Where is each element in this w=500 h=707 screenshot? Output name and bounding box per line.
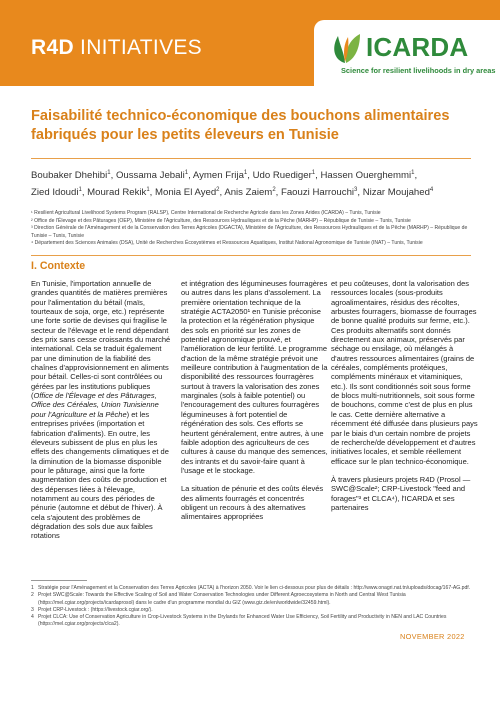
- affiliation-item: ³ Direction Générale de l'Aménagement et de la Conservation des Terres Agricoles (DGACTA), Ministère de l'Agriculture, des Ressources Hydrauliques et de la Pêche (MARHP) – République de Tunisie – Tunis, Tunisie: [31, 225, 468, 239]
- document-title: Faisabilité technico-économique des bouchons alimentaires fabriqués pour les petits éleveurs en Tunisie: [31, 108, 450, 143]
- affiliation-item: ⁴ Département des Sciences Animales (DSA), Unité de Recherches Écosystèmes et Ressources Aquatiques, Institut National Agronomique de Tunisie (INAT) – Tunis, Tunisie: [31, 240, 423, 247]
- footnote-item: 1 Stratégie pour l'Aménagement et la Conservation des Terres Agricoles (ACTA) à l'horizon 2050. Voir le lien ci-dessous pour plus de détails : http://www.onagri.nat.tn/uploads/docag/167-AG.pdf.: [31, 585, 471, 591]
- paragraph: À travers plusieurs projets R4D (Prosol — SWC@Scale²; CRP-Livestock "feed and forages"³ et CLCA⁴), l'ICARDA et ses partenaires: [331, 474, 471, 512]
- paragraph: et peu coûteuses, dont la valorisation des ressources locales (sous-produits agroalimentaires, résidus des récoltes, arbustes fourragers, biomasse de fourrages de bonne qualité produits sur ferme, etc.). Ces produits alternatifs sont donnés directement aux animaux, préservés par séchage ou ensilage, où mélangés à d'autres ressources alimentaires (grains de céréales, compléments protéiques, compléments minéraux et vitaminiques, etc.). Ils sont conditionnés soit sous forme de blocs multi-nutritionnels, soit sous forme de bouchons, comme c'est de plus en plus le cas. Cette dernière alternative a récemment été diffusée dans plusieurs pays par le biais d'un certain nombre de projets de recherche/de développement et d'autres initiatives locales, et semble réellement efficace sur le plan technico-économique.: [331, 279, 478, 466]
- section-divider: [31, 255, 471, 256]
- footnote-divider: [31, 580, 87, 581]
- footnote-item: 4 Projet CLCA: Use of Conservation Agriculture in Crop-Livestock Systems in the Drylands for Enhanced Water Use Efficiency, Soil Fertility and Productivity in NEN and LAC Countries (https://mel.cgiar.org/projects/clca2).: [31, 614, 447, 628]
- header-banner: [0, 0, 500, 86]
- icarda-wordmark: ICARDA: [366, 32, 469, 62]
- paragraph: La situation de pénurie et des coûts élevés des aliments fourragés et concentrés obligent un recours à des alternatives alimentaires appropriées: [181, 484, 324, 522]
- footnote-list: [31, 585, 481, 629]
- affiliation-list: [31, 210, 479, 248]
- publication-date: NOVEMBER 2022: [400, 632, 465, 641]
- body-column-1: [31, 279, 172, 541]
- footnote-item: 2 Projet SWC@Scale: Towards the Effective Scaling of Soil and Water Conservation Technologies under Different Agroecosystems in North and Central West Tunisia (https://mel.cgiar.org/projects/icardaprosol) dans le cadre d'un programme mondial du GIZ (www.giz.de/en/worldwide/32459.html).: [31, 592, 406, 606]
- author-list: Boubaker Dhehibi$^1$, Oussama Jebali$^1$, Aymen Frija$^1$, Udo Ruediger$^1$, Hassen Ouerghemmi$^1$, Zied Idoudi$^1$, Mourad Rekik$^1$, Monia El Ayed$^2$, Anis Zaiem$^2$, Faouzi Harrouchi$^3$, Nizar Moujahed$^4$: [31, 170, 434, 199]
- affiliation-item: ¹ Resilient Agricultural Livelihood Systems Program (RALSP), Centre International de Recherche Agricole dans les Zones Arides (ICARDA) – Tunis, Tunisie: [31, 210, 381, 216]
- body-column-3: [331, 279, 478, 512]
- title-divider: [31, 158, 471, 159]
- series-title: R4D INITIATIVES: [31, 36, 202, 59]
- section-heading: I. Contexte: [31, 260, 86, 272]
- footnote-item: 3 Projet CRP-Livestock : (https://livestock.cgiar.org/).: [31, 606, 153, 613]
- affiliation-item: ² Office de l'Élevage et des Pâturages (OEP), Ministère de l'Agriculture, des Ressources Hydrauliques et de la Pêche (MARHP) – République de Tunisie – Tunis, Tunisie: [31, 217, 411, 224]
- icarda-tagline: Science for resilient livelihoods in dry areas: [341, 66, 496, 75]
- paragraph: et intégration des légumineuses fourragères ou autres dans les plans d'assolement. La première orientation technique de la stratégie ACTA2050¹ en Tunisie préconise la protection et la régénération physique des sols en priorité sur les zones de potentiel agronomique prouvé, et l'amélioration de leur fertilité. Le programme d'action de la même stratégie prévoit une meilleure contribution à l'augmentation de la disponibilité des ressources fourragères surtout à travers la valorisation des zones marginales (sols à faible potentiel) ou l'encouragement des cultures fourragères légumineuses à fort potentiel de régénération des sols. Ces efforts se heurtent généralement, entre autres, à une faible adoption des agriculteurs de ces cultures à cause du manque des semences, des intrants et du savoir-faire quant à l'usage et le stockage.: [181, 279, 328, 475]
- icarda-leaf-icon: [330, 30, 362, 64]
- body-column-2: [181, 279, 328, 522]
- paragraph: En Tunisie, l'importation annuelle de grandes quantités de matières premières pour l'alimentation du bétail (maïs, tourteaux de soja, orge, etc.) représente une forte sortie de devises qui fragilise le secteur de l'élevage et le rend dépendant des prix sans cesse croissants du marché international. Cela se traduit également par une diminution de la fiabilité des chaînes d'approvisionnement en aliments pour bétail. Celles-ci sont contrôlées ou gérées par les institutions publiques (Office de l'Élevage et des Pâturages, Office des Céréales, Union Tunisienne pour l'Agriculture et la Pêche) et les entreprises privées (importation et fabrication d'aliments). En outre, les éleveurs subissent de plus en plus les effets des changements climatiques et de la diminution de la biomasse disponible pour le pâturage, ainsi que la forte augmentation des coûts de production et des dépenses liées à l'élevage, notamment au cours des périodes de pénurie (automne et début de l'hiver). À cela s'ajoutent des problèmes de dégradation des sols due aux faibles rotations: [31, 279, 171, 541]
